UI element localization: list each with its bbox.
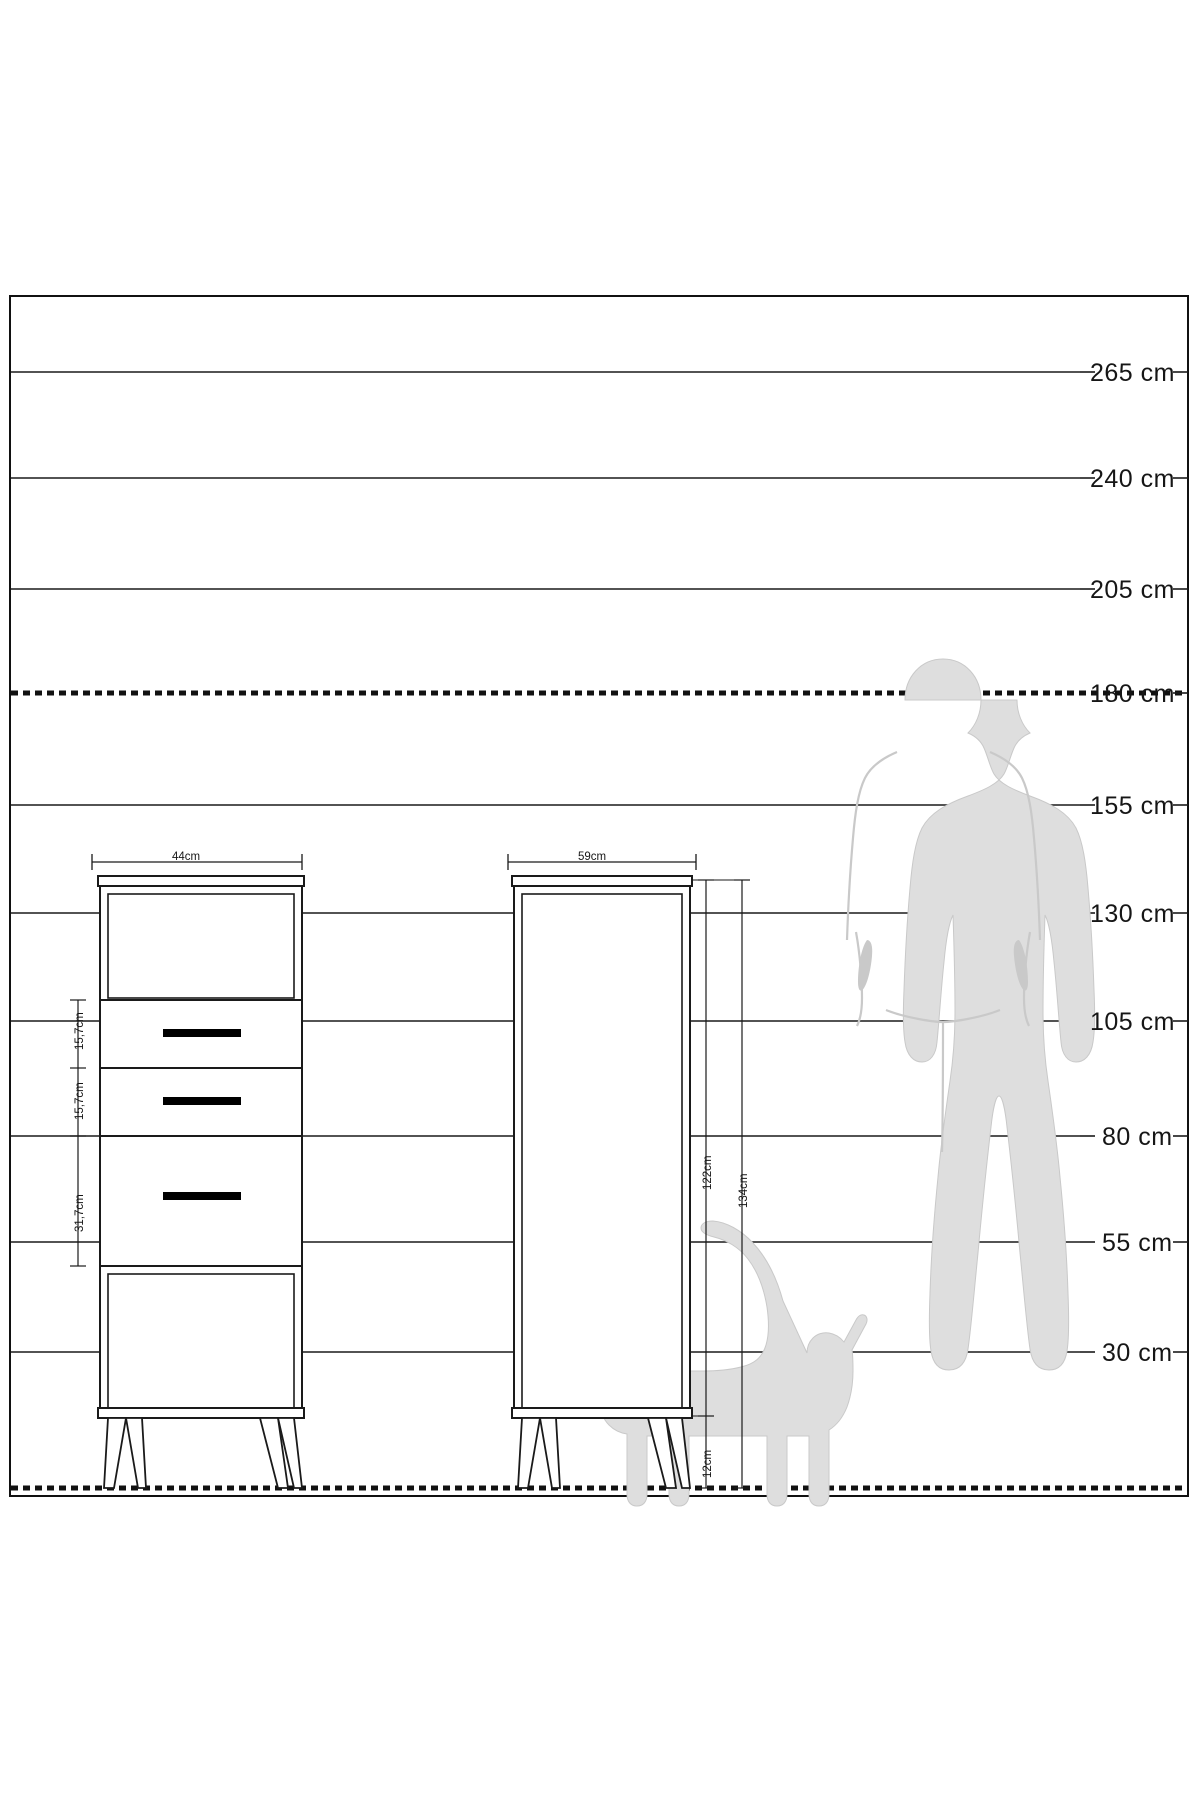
dim-label-width-59: 59cm — [578, 851, 607, 863]
scale-label-180: 180 cm — [1090, 680, 1175, 708]
dim-label-height-12: 12cm — [702, 1449, 714, 1478]
drawer-cabinet — [98, 876, 304, 1488]
dim-label-height-122: 122cm — [702, 1155, 714, 1190]
dim-label-height-134: 134cm — [738, 1173, 750, 1208]
scale-label-130: 130 cm — [1090, 900, 1175, 928]
dim-label-width-44: 44cm — [172, 851, 201, 863]
scale-label-105: 105 cm — [1090, 1008, 1175, 1036]
scale-label-240: 240 cm — [1090, 465, 1175, 493]
dim-label-height-157-b: 15,7cm — [74, 1082, 86, 1120]
dim-label-height-317: 31,7cm — [74, 1194, 86, 1232]
dim-label-height-157-a: 15,7cm — [74, 1012, 86, 1050]
scale-label-55: 55 cm — [1102, 1229, 1173, 1257]
scale-label-80: 80 cm — [1102, 1123, 1173, 1151]
scale-label-30: 30 cm — [1102, 1339, 1173, 1367]
scale-label-265: 265 cm — [1090, 359, 1175, 387]
scale-label-205: 205 cm — [1090, 576, 1175, 604]
scale-label-155: 155 cm — [1090, 792, 1175, 820]
tall-cabinet — [512, 876, 692, 1488]
